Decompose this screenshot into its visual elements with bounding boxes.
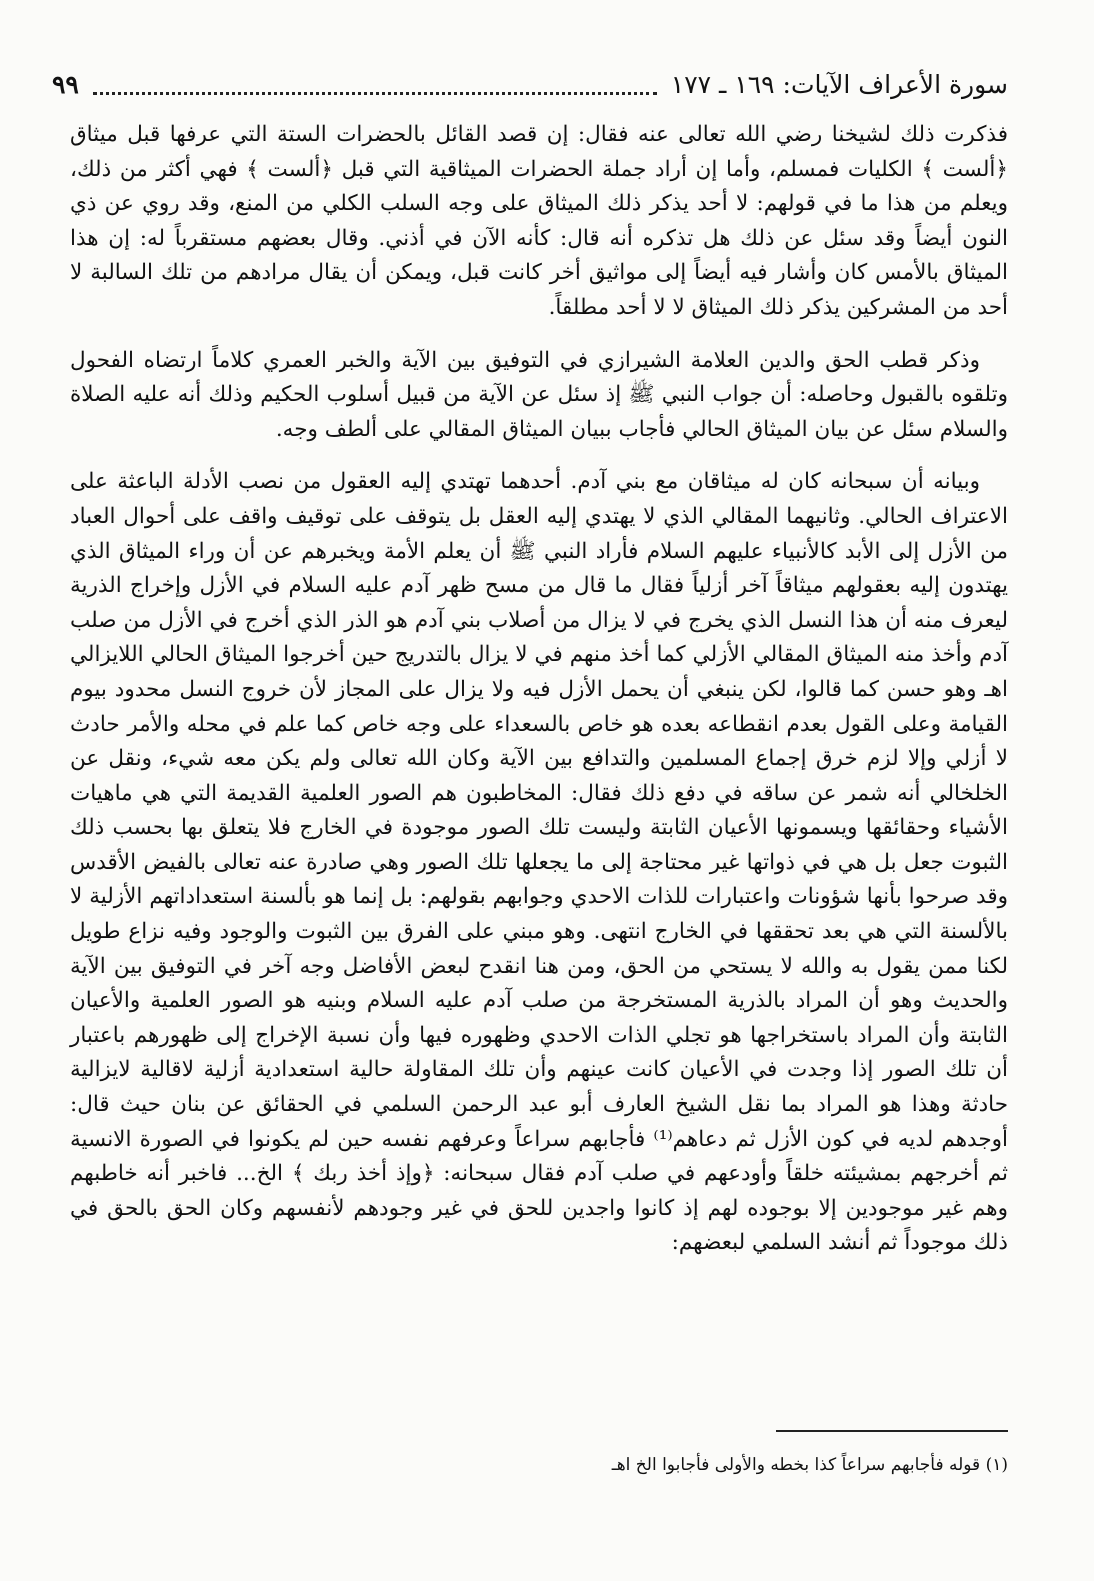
- footnote: (١) قوله فأجابهم سراعاً كذا بخطه والأولى فأجابوا الخ اهـ: [611, 1455, 1008, 1475]
- page-number: ٩٩: [52, 69, 79, 99]
- footnote-separator: [776, 1430, 1008, 1432]
- surah-title: سورة الأعراف الآيات: ١٦٩ ـ ١٧٧: [670, 69, 1008, 99]
- paragraph-3: وبيانه أن سبحانه كان له ميثاقان مع بني آدم. أحدهما تهتدي إليه العقول من نصب الأدلة الباعثة على الاعتراف الحالي. وثانيهما المقالي الذي لا يهتدي إليه العقل بل يتوقف على توقيف واقف على أحوال العباد من الأزل إلى الأبد كالأنبياء عليهم السلام فأراد النبي ﷺ أن يعلم الأمة ويخبرهم عن أن وراء الميثاق الذي يهتدون إليه بعقولهم ميثاقاً آخر أزلياً فقال ما قال من مسح ظهر آدم عليه السلام في الأزل وإخراج الذرية ليعرف منه أن هذا النسل الذي يخرج في لا يزال من أصلاب بني آدم هو الذر الذي أخرج في الأزل من صلب آدم وأخذ منه الميثاق المقالي الأزلي كما أخذ منهم في لا يزال بالتدريج حين أخرجوا الميثاق الحالي اللايزالي اهـ وهو حسن كما قالوا، لكن ينبغي أن يحمل الأزل فيه ولا يزال على المجاز لأن خروج النسل محدود بيوم القيامة وعلى القول بعدم انقطاعه بعده هو خاص بالسعداء على وجه خاص كما علم في محله والأمر حادث لا أزلي وإلا لزم خرق إجماع المسلمين والتدافع بين الآية وكان الله تعالى ولم يكن معه شيء، ونقل عن الخلخالي أنه شمر عن ساقه في دفع ذلك فقال: المخاطبون هم الصور العلمية القديمة التي هي ماهيات الأشياء وحقائقها ويسمونها الأعيان الثابتة وليست تلك الصور موجودة في الخارج فلا يتعلق بها بحسب ذلك الثبوت جعل بل هي في ذواتها غير محتاجة إلى ما يجعلها تلك الصور وهي صادرة عنه تعالى بالفيض الأقدس وقد صرحوا بأنها شؤونات واعتبارات للذات الاحدي وجوابهم بقولهم: بل إنما هو بألسنة استعداداتهم الأزلية لا بالألسنة التي هي بعد تحققها في الخارج انتهى. وهو مبني على الفرق بين الثبوت والوجود وفيه نزاع طويل لكنا ممن يقول به والله لا يستحي من الحق، ومن هنا انقدح لبعض الأفاضل وجه آخر في التوفيق بين الآية والحديث وهو أن المراد بالذرية المستخرجة من صلب آدم عليه السلام وبنيه هو الصور العلمية والأعيان الثابتة وأن المراد باستخراجها هو تجلي الذات الاحدي وظهوره فيها وأن نسبة الإخراج إلى ظهورهم باعتبار أن تلك الصور إذا وجدت في الأعيان كانت عينهم وأن تلك المقاولة حالية استعدادية أزلية لاقالية لايزالية حادثة وهذا هو المراد بما نقل الشيخ العارف أبو عبد الرحمن السلمي في الحقائق عن بنان حيث قال: أوجدهم لديه في كون الأزل ثم دعاهم⁽¹⁾ فأجابهم سراعاً وعرفهم نفسه حين لم يكونوا في الصورة الانسية ثم أخرجهم بمشيئته خلقاً وأودعهم في صلب آدم فقال سبحانه: ﴿وإذ أخذ ربك ﴾ الخ... فاخبر أنه خاطبهم وهم غير موجودين إلا بوجوده لهم إذ كانوا واجدين للحق في غير وجودهم لأنفسهم وكان الحق بالحق في ذلك موجوداً ثم أنشد السلمي لبعضهم:: [70, 469, 1008, 1256]
- main-text: [70, 118, 1008, 1279]
- paragraph-1: فذكرت ذلك لشيخنا رضي الله تعالى عنه فقال: إن قصد القائل بالحضرات الستة التي عرفها قبل ميثاق ﴿ألست ﴾ الكليات فمسلم، وأما إن أراد جملة الحضرات الميثاقية التي قبل ﴿ألست ﴾ فهي أكثر من ذلك، ويعلم من هذا ما في قولهم: لا أحد يذكر ذلك الميثاق على وجه السلب الكلي من المنع، وقد روي عن ذي النون أيضاً وقد سئل عن ذلك هل تذكره أنه قال: كأنه الآن في أذني. وقال بعضهم مستقرباً له: إن هذا الميثاق بالأمس كان وأشار فيه أيضاً إلى مواثيق أخر كانت قبل، ويمكن أن يقال مرادهم من تلك السالبة لا أحد من المشركين يذكر ذلك الميثاق لا لا أحد مطلقاً.: [70, 122, 1008, 320]
- dotted-leader: [93, 90, 657, 95]
- running-header: [52, 62, 1008, 106]
- paragraph-2: وذكر قطب الحق والدين العلامة الشيرازي في التوفيق بين الآية والخبر العمري كلاماً ارتضاه الفحول وتلقوه بالقبول وحاصله: أن جواب النبي ﷺ إذ سئل عن الآية من قبيل أسلوب الحكيم وذلك أنه عليه الصلاة والسلام سئل عن بيان الميثاق الحالي فأجاب ببيان الميثاق المقالي على ألطف وجه.: [70, 347, 1008, 442]
